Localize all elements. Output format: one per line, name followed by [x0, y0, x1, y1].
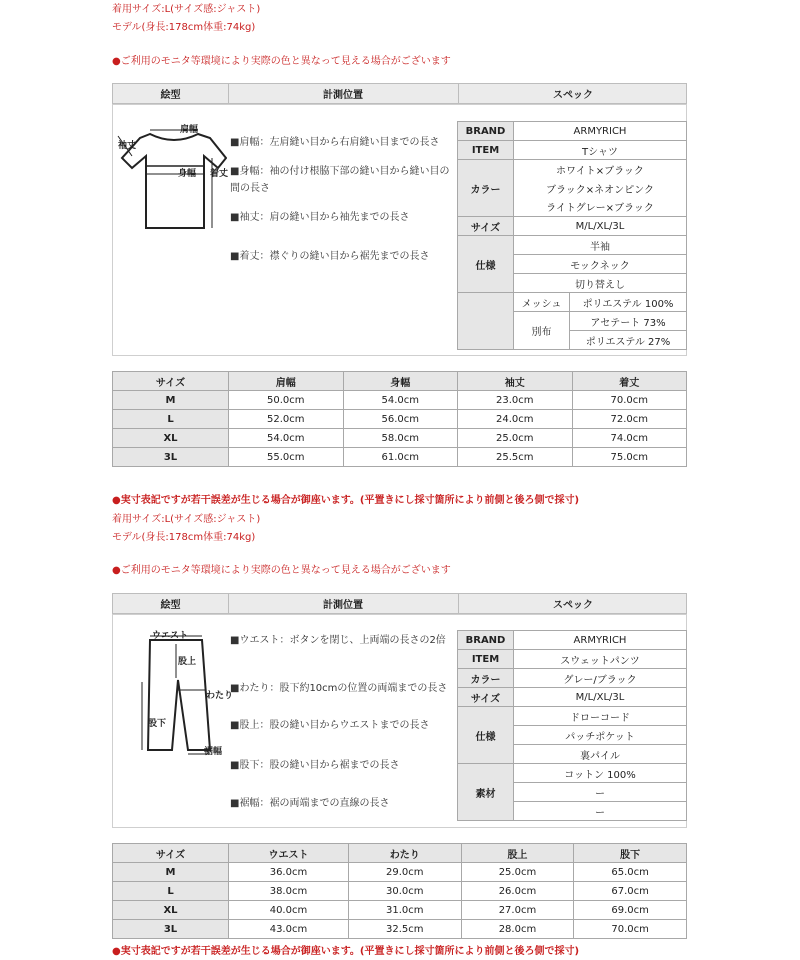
model-text: モデル(身長:178cm体重:74kg) — [112, 22, 256, 33]
size-cell: 3L — [113, 448, 229, 467]
fit-text: 着用サイズ:L(サイズ感:ジャスト) — [112, 4, 261, 15]
size-cell: 75.0cm — [572, 448, 687, 467]
label-body-width: 身幅 — [178, 169, 197, 179]
size-cell: 54.0cm — [229, 429, 344, 448]
size-header: サイズ — [113, 372, 229, 391]
spec-value: ポリエステル 100% — [570, 293, 687, 312]
measure-item: ■わたり：股下約10cmの位置の両端までの長さ — [230, 683, 448, 694]
spec-label: ITEM — [458, 650, 514, 669]
measure-item: ■股下：股の縫い目から裾までの長さ — [230, 760, 400, 771]
label-waist: ウエスト — [152, 631, 189, 641]
spec-label: 仕様 — [458, 707, 514, 764]
table-row — [113, 410, 687, 429]
size-header: ウエスト — [229, 844, 349, 863]
spec-label: BRAND — [458, 631, 514, 650]
size-cell: 56.0cm — [343, 410, 458, 429]
size-header: 肩幅 — [229, 372, 344, 391]
monitor-note: ●ご利用のモニタ等環境により実際の色と異なって見える場合がございます — [112, 56, 451, 67]
size-cell: 25.5cm — [458, 448, 573, 467]
measure-item: ■肩幅：左肩縫い目から右肩縫い目までの長さ — [230, 137, 440, 148]
size-cell: 69.0cm — [574, 901, 687, 920]
measure-item: ■着丈：襟ぐりの縫い目から裾先までの長さ — [230, 251, 430, 262]
measure-item: ■裾幅：裾の両端までの直線の長さ — [230, 798, 390, 809]
spec-value: ブラック×ネオンピンク — [514, 179, 687, 198]
size-cell: 32.5cm — [348, 920, 461, 939]
size-cell: 61.0cm — [343, 448, 458, 467]
table-row — [113, 429, 687, 448]
spec-value: パッチポケット — [514, 726, 687, 745]
label-inseam: 股下 — [148, 719, 167, 729]
spec-label: ITEM — [458, 141, 514, 160]
label-length: 着丈 — [210, 169, 229, 179]
spec-label: カラー — [458, 160, 514, 217]
spec-value: ー — [514, 802, 687, 821]
size-header: 股上 — [461, 844, 574, 863]
size-header: 袖丈 — [458, 372, 573, 391]
size-cell: 43.0cm — [229, 920, 349, 939]
spec-value: ARMYRICH — [514, 631, 687, 650]
size-cell: 40.0cm — [229, 901, 349, 920]
spec-header — [112, 593, 687, 614]
size-cell: 28.0cm — [461, 920, 574, 939]
size-header: サイズ — [113, 844, 229, 863]
spec-value: 切り替えし — [514, 274, 687, 293]
size-cell: 26.0cm — [461, 882, 574, 901]
spec-value: ポリエステル 27% — [570, 331, 687, 350]
error-note: ●実寸表記ですが若干誤差が生じる場合が御座います。(平置きにし採寸箇所により前側と後ろ側で採寸) — [112, 946, 580, 957]
measure-item: ■股上：股の縫い目からウエストまでの長さ — [230, 720, 430, 731]
size-cell: XL — [113, 901, 229, 920]
size-cell: 55.0cm — [229, 448, 344, 467]
size-cell: 54.0cm — [343, 391, 458, 410]
tshirt-figure — [112, 116, 227, 236]
spec-value: アセテート 73% — [570, 312, 687, 331]
spec-value: 裏パイル — [514, 745, 687, 764]
spec-value: M/L/XL/3L — [514, 217, 687, 236]
spec-sublabel: メッシュ — [514, 293, 570, 312]
table-row — [113, 920, 687, 939]
monitor-note: ●ご利用のモニタ等環境により実際の色と異なって見える場合がございます — [112, 565, 451, 576]
size-table — [112, 371, 687, 467]
size-cell: 31.0cm — [348, 901, 461, 920]
spec-header — [112, 83, 687, 104]
header-figure: 絵型 — [160, 90, 181, 101]
size-cell: 24.0cm — [458, 410, 573, 429]
size-cell: 50.0cm — [229, 391, 344, 410]
size-header: わたり — [348, 844, 461, 863]
spec-label: サイズ — [458, 217, 514, 236]
size-cell: 58.0cm — [343, 429, 458, 448]
size-cell: L — [113, 882, 229, 901]
spec-value: 半袖 — [514, 236, 687, 255]
header-spec: スペック — [553, 600, 593, 611]
size-cell: 27.0cm — [461, 901, 574, 920]
label-sleeve: 袖丈 — [118, 141, 137, 151]
size-cell: 74.0cm — [572, 429, 687, 448]
size-cell: 30.0cm — [348, 882, 461, 901]
model-text: モデル(身長:178cm体重:74kg) — [112, 532, 256, 543]
table-row — [113, 863, 687, 882]
spec-value: ホワイト×ブラック — [514, 160, 687, 179]
spec-table — [457, 630, 687, 821]
spec-value: ライトグレー×ブラック — [514, 198, 687, 217]
pants-figure — [130, 626, 234, 761]
spec-value: グレー/ブラック — [514, 669, 687, 688]
measure-item: ■身幅：袖の付け根脇下部の縫い目から縫い目の間の長さ — [230, 166, 450, 194]
size-cell: 23.0cm — [458, 391, 573, 410]
label-shoulder: 肩幅 — [180, 125, 199, 135]
header-measure: 計測位置 — [323, 90, 363, 101]
spec-value: コットン 100% — [514, 764, 687, 783]
size-cell: 3L — [113, 920, 229, 939]
size-cell: 70.0cm — [572, 391, 687, 410]
size-cell: XL — [113, 429, 229, 448]
size-header: 身幅 — [343, 372, 458, 391]
size-cell: M — [113, 863, 229, 882]
spec-label: カラー — [458, 669, 514, 688]
spec-table — [457, 121, 687, 350]
spec-value: Tシャツ — [514, 141, 687, 160]
label-hem: 裾幅 — [204, 747, 223, 757]
fit-text: 着用サイズ:L(サイズ感:ジャスト) — [112, 514, 261, 525]
spec-value: ー — [514, 783, 687, 802]
spec-value: スウェットパンツ — [514, 650, 687, 669]
table-row — [113, 391, 687, 410]
size-header: 股下 — [574, 844, 687, 863]
spec-value: ARMYRICH — [514, 122, 687, 141]
size-cell: 38.0cm — [229, 882, 349, 901]
size-cell: 70.0cm — [574, 920, 687, 939]
spec-label: 素材 — [458, 764, 514, 821]
spec-value: モックネック — [514, 255, 687, 274]
header-spec: スペック — [553, 90, 593, 101]
size-header: 着丈 — [572, 372, 687, 391]
spec-label: 仕様 — [458, 236, 514, 293]
size-cell: 52.0cm — [229, 410, 344, 429]
size-cell: M — [113, 391, 229, 410]
table-row — [113, 882, 687, 901]
size-cell: 25.0cm — [461, 863, 574, 882]
size-cell: 67.0cm — [574, 882, 687, 901]
size-cell: 36.0cm — [229, 863, 349, 882]
size-table — [112, 843, 687, 939]
spec-label: BRAND — [458, 122, 514, 141]
label-rise: 股上 — [178, 657, 197, 667]
size-cell: 72.0cm — [572, 410, 687, 429]
label-thigh: わたり — [206, 691, 234, 701]
spec-value: ドローコード — [514, 707, 687, 726]
size-cell: L — [113, 410, 229, 429]
size-cell: 65.0cm — [574, 863, 687, 882]
measure-item: ■袖丈：肩の縫い目から袖先までの長さ — [230, 212, 410, 223]
size-cell: 25.0cm — [458, 429, 573, 448]
spec-label-blank — [458, 293, 514, 350]
spec-value: M/L/XL/3L — [514, 688, 687, 707]
size-cell: 29.0cm — [348, 863, 461, 882]
measure-item: ■ウエスト：ボタンを閉じ、上両端の長さの2倍 — [230, 635, 446, 646]
spec-sublabel: 別布 — [514, 312, 570, 350]
table-row — [113, 448, 687, 467]
header-figure: 絵型 — [160, 600, 181, 611]
table-row — [113, 901, 687, 920]
header-measure: 計測位置 — [323, 600, 363, 611]
error-note: ●実寸表記ですが若干誤差が生じる場合が御座います。(平置きにし採寸箇所により前側と後ろ側で採寸) — [112, 495, 580, 506]
spec-label: サイズ — [458, 688, 514, 707]
